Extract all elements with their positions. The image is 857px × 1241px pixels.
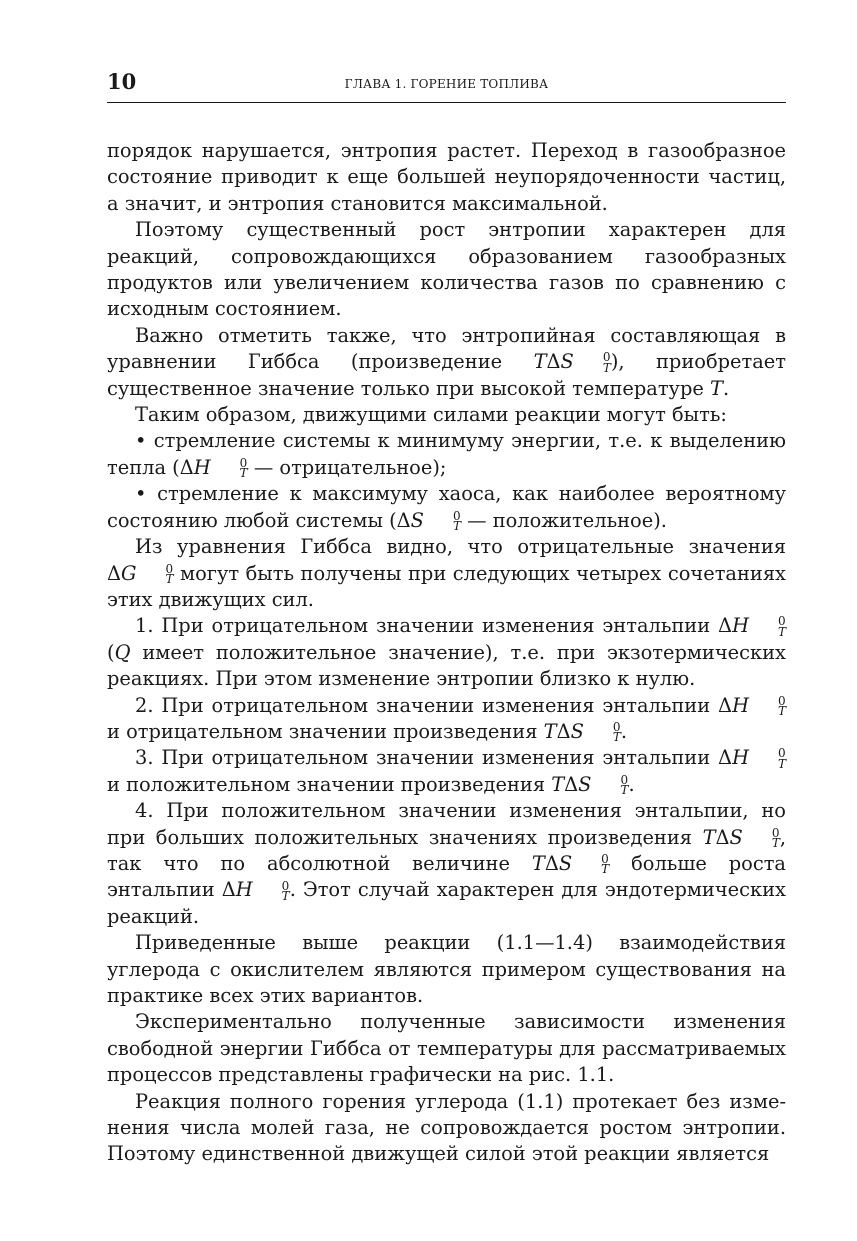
paragraph-2: Поэтому существенный рост энтропии характерен для реакций, сопровождающихся образованием газообразных продуктов или увеличением количества газов по сравнению с исходным состоянием.: [107, 218, 786, 321]
numbered-item-3: 3. При отрицательном значении изменения энтальпии ΔH 0 T и положительном значении произведения TΔS 0 T .: [107, 746, 786, 798]
formula-delta-h: ΔH 0 T: [718, 693, 786, 718]
formula-delta-s: ΔS 0 T: [396, 508, 461, 534]
paragraph-8: Реакция полного горения углерода (1.1) протекает без изменения числа молей газа, не сопровождается ростом энтропии. Поэтому единственной движущей силой этой реакции является: [107, 1089, 786, 1166]
formula-delta-h: ΔH 0 T: [718, 614, 786, 639]
numbered-item-4: 4. При положительном значении изменения энтальпии, но при больших положительных значениях произведения TΔS 0 T , так что по абсолютной величине TΔS 0 T больше роста энтальпии ΔH 0 T . Этот случай характерен для эндотермических реакций.: [107, 799, 786, 928]
running-header: [107, 66, 786, 103]
page-number: 10: [107, 69, 137, 94]
formula-delta-h: ΔH 0 T: [718, 746, 786, 771]
paragraph-3: Важно отметить также, что энтропийная составляющая в уравнении Гиббса (произведение TΔS 0 T ), приобретает существенное значение только при высокой температуре T.: [107, 323, 786, 400]
numbered-item-2: 2. При отрицательном значении изменения энтальпии ΔH 0 T и отрицательном значении произведения TΔS 0 T .: [107, 693, 786, 745]
formula-delta-h: ΔH 0 T: [179, 455, 248, 481]
numbered-item-1: 1. При отрицательном значении изменения энтальпии ΔH 0 T (Q имеет положительное значение), т.е. при экзотермических реакциях. При этом изменение энтропии близко к нулю.: [107, 614, 786, 691]
paragraph-7: Экспериментально полученные зависимости изменения свободной энергии Гиббса от температуры для рассматриваемых процессов представлены графически на рис. 1.1.: [107, 1010, 786, 1087]
formula-t-delta-s: TΔS 0 T: [531, 851, 610, 877]
chapter-title: ГЛАВА 1. ГОРЕНИЕ ТОПЛИВА: [344, 77, 549, 91]
formula-t-delta-s: TΔS 0 T: [533, 350, 611, 375]
paragraph-5: Из уравнения Гиббса видно, что отрицательные значения ΔG 0 T могут быть получены при следующих четырех сочетаниях этих движущих сил.: [107, 535, 786, 611]
formula-delta-g: ΔG 0 T: [107, 561, 174, 586]
paragraph-6: Приведенные выше реакции (1.1—1.4) взаимодействия углерода с окислителем являются примером существования на практике всех этих вариантов.: [107, 931, 786, 1007]
body-text: [107, 138, 786, 1168]
formula-delta-h: ΔH 0 T: [221, 878, 290, 903]
bullet-item-2: • стремление к максимуму хаоса, как наиболее вероятному состоянию любой системы (ΔS 0 T — положительное).: [107, 482, 786, 534]
formula-t-delta-s: TΔS 0 T: [551, 772, 629, 798]
formula-t-delta-s: TΔS 0 T: [543, 719, 621, 745]
paragraph-4: Таким образом, движущими силами реакции могут быть:: [135, 403, 727, 427]
formula-q: Q: [114, 640, 131, 664]
paragraph-1: порядок нарушается, энтропия растет. Переход в газообразное состояние приводит к еще большей неупорядоченности частиц, а значит, и энтропия становится максимальной.: [107, 139, 786, 215]
book-page: [107, 66, 786, 1168]
formula-t-delta-s: TΔS 0 T: [702, 825, 780, 850]
bullet-item-1: • стремление системы к минимуму энергии, т.е. к выделению тепла (ΔH 0 T — отрицательное);: [107, 429, 786, 481]
formula-t: T: [710, 376, 723, 400]
